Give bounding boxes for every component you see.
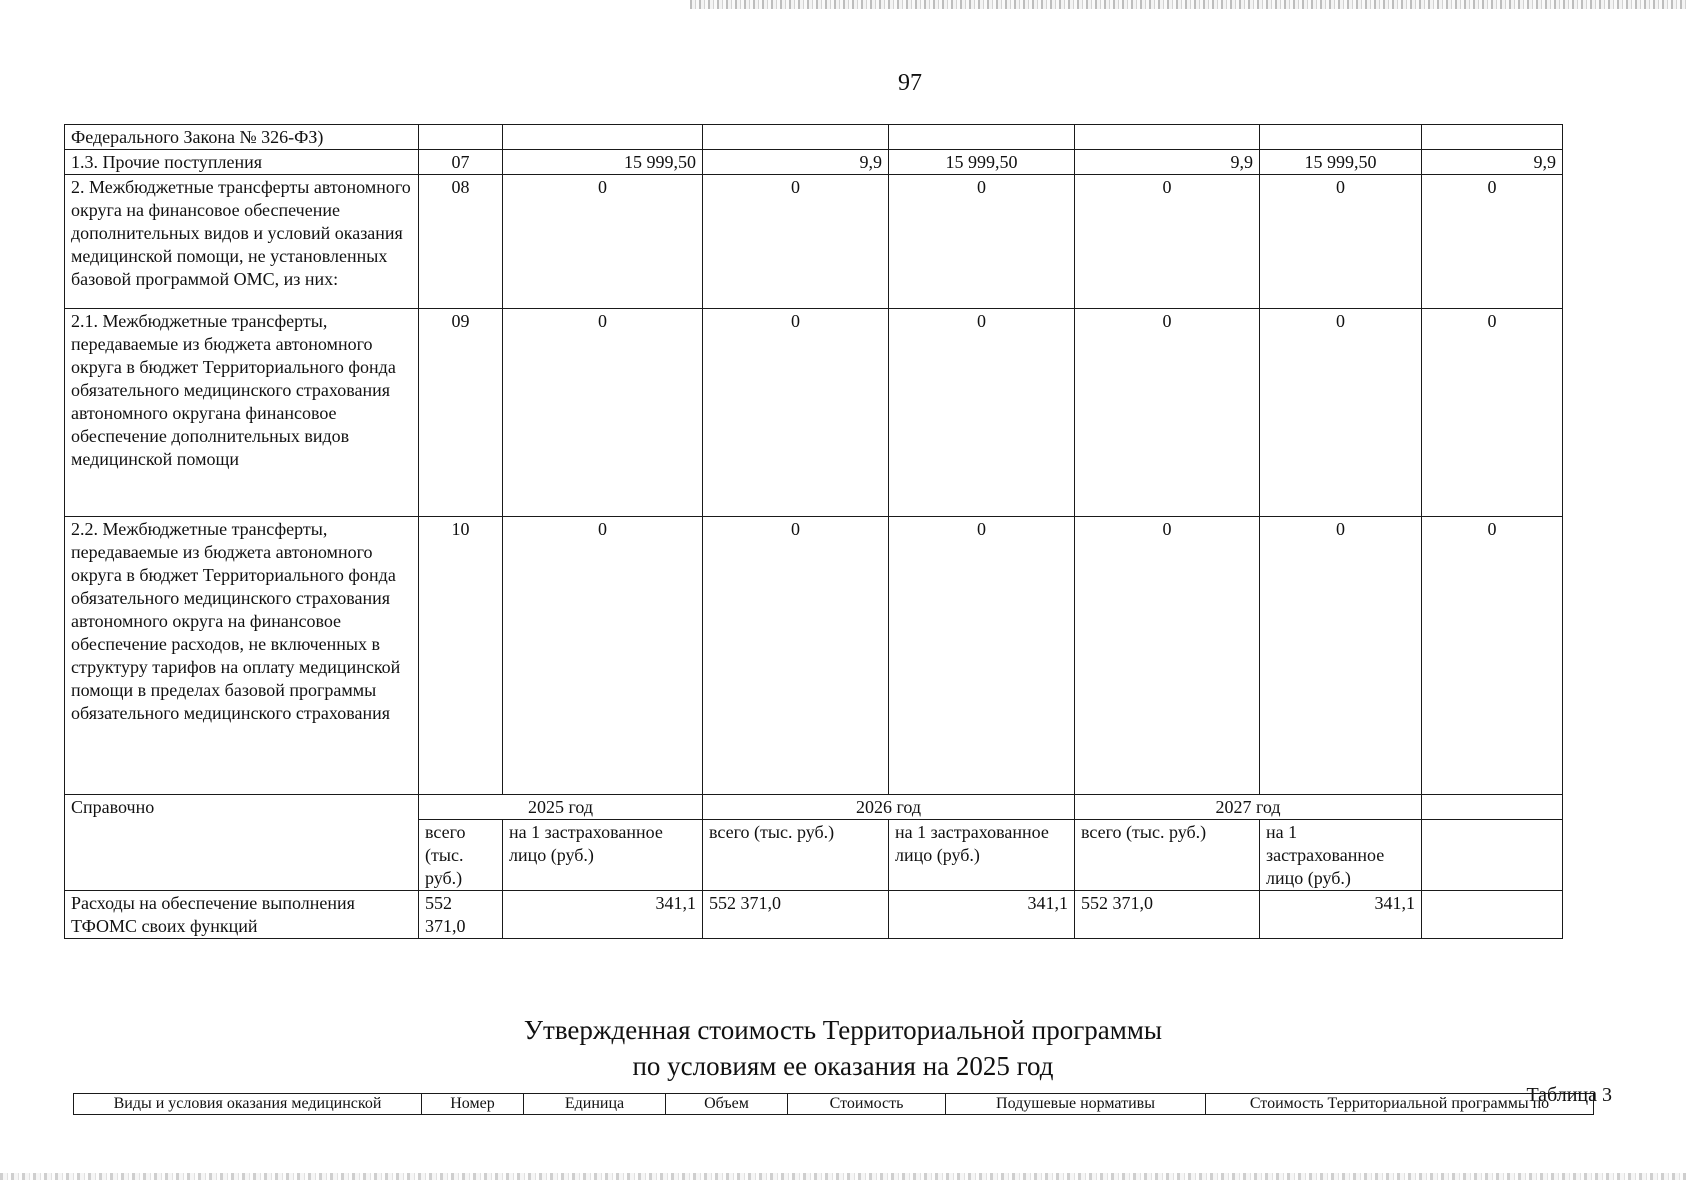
- empty-cell: [1422, 820, 1563, 891]
- row-label: 2.2. Межбюджетные трансферты, передаваемые из бюджета автономного округа в бюджет Территориального фонда обязательного медицинского страхования автономного округа на финансовое обеспечение расходов, не включенных в структуру тарифов на оплату медицинской помощи в пределах базовой программы обязательного медицинского страхования: [65, 517, 419, 795]
- row-label: Расходы на обеспечение выполнения ТФОМС своих функций: [65, 891, 419, 939]
- cell-2025-total: 0: [503, 309, 703, 517]
- year-2025-header: 2025 год: [419, 795, 703, 820]
- funding-table: [64, 124, 1563, 939]
- row-code: 09: [419, 309, 503, 517]
- cell-2026-total: 552 371,0: [703, 891, 889, 939]
- table-3-header-row: [74, 1094, 1594, 1115]
- empty-cell: [1422, 891, 1563, 939]
- cell-2027-total: [1260, 125, 1422, 150]
- col-header-per-capita: Подушевые нормативы: [946, 1094, 1206, 1115]
- cell-2027-total: 0: [1260, 175, 1422, 309]
- row-code: 07: [419, 150, 503, 175]
- col-header-unit: Единица: [524, 1094, 666, 1115]
- col-header-program-cost: Стоимость Территориальной программы по: [1206, 1094, 1594, 1115]
- subheader-2025-per-person: на 1 застрахованное лицо (руб.): [503, 820, 703, 891]
- cell-2026-total: 15 999,50: [889, 150, 1075, 175]
- cell-2026-per-person: 0: [1075, 175, 1260, 309]
- row-code: 10: [419, 517, 503, 795]
- reference-year-row: [65, 795, 1563, 820]
- empty-cell: [1422, 795, 1563, 820]
- cell-2027-per-person: 0: [1422, 309, 1563, 517]
- cell-2026-per-person: [1075, 125, 1260, 150]
- cell-2026-per-person: 0: [1075, 517, 1260, 795]
- cell-2025-total: 0: [503, 175, 703, 309]
- scan-edge-bottom: [0, 1173, 1686, 1180]
- page-number: 97: [898, 70, 922, 96]
- subheader-2026-total: всего (тыс. руб.): [703, 820, 889, 891]
- table-row: [65, 125, 1563, 150]
- cell-2027-per-person: 0: [1422, 517, 1563, 795]
- table-number-label: Таблица 3: [1526, 1084, 1612, 1106]
- cell-2027-per-person: [1422, 125, 1563, 150]
- cell-2027-total: 0: [1260, 309, 1422, 517]
- cell-2025-per-person: 341,1: [503, 891, 703, 939]
- cell-2025-per-person: [703, 125, 889, 150]
- row-label: 2.1. Межбюджетные трансферты, передаваемые из бюджета автономного округа в бюджет Территориального фонда обязательного медицинского страхования автономного округана финансовое обеспечение дополнительных видов медицинской помощи: [65, 309, 419, 517]
- subheader-2027-total: всего (тыс. руб.): [1075, 820, 1260, 891]
- col-header-kind: Виды и условия оказания медицинской: [74, 1094, 422, 1115]
- section-title-line-2: по условиям ее оказания на 2025 год: [632, 1051, 1054, 1081]
- cell-2027-per-person: 341,1: [1260, 891, 1422, 939]
- cell-2025-per-person: 0: [703, 517, 889, 795]
- year-2026-header: 2026 год: [703, 795, 1075, 820]
- cell-2026-total: 0: [889, 175, 1075, 309]
- table-3-header: [73, 1093, 1594, 1115]
- row-label: 2. Межбюджетные трансферты автономного округа на финансовое обеспечение дополнительных видов и условий оказания медицинской помощи, не установленных базовой программой ОМС, из них:: [65, 175, 419, 309]
- cell-2025-total: 552 371,0: [419, 891, 503, 939]
- cell-2026-total: [889, 125, 1075, 150]
- cell-2025-per-person: 0: [703, 309, 889, 517]
- cell-2026-per-person: 9,9: [1075, 150, 1260, 175]
- table-row: [65, 150, 1563, 175]
- year-2027-header: 2027 год: [1075, 795, 1422, 820]
- table-row: [65, 891, 1563, 939]
- row-code: 08: [419, 175, 503, 309]
- table-row: [65, 309, 1563, 517]
- subheader-2027-per-person: на 1 застрахованное лицо (руб.): [1260, 820, 1422, 891]
- cell-2027-per-person: 0: [1422, 175, 1563, 309]
- cell-2026-per-person: 341,1: [889, 891, 1075, 939]
- reference-label: Справочно: [65, 795, 419, 891]
- table-row: [65, 175, 1563, 309]
- row-code: [419, 125, 503, 150]
- cell-2027-total: 552 371,0: [1075, 891, 1260, 939]
- cell-2027-total: 0: [1260, 517, 1422, 795]
- cell-2026-per-person: 0: [1075, 309, 1260, 517]
- col-header-cost: Стоимость: [788, 1094, 946, 1115]
- cell-2026-total: 0: [889, 517, 1075, 795]
- cell-2027-total: 15 999,50: [1260, 150, 1422, 175]
- cell-2026-total: 0: [889, 309, 1075, 517]
- cell-2025-per-person: 0: [703, 175, 889, 309]
- section-title-line-1: Утвержденная стоимость Территориальной программы: [523, 1015, 1163, 1045]
- row-label: Федерального Закона № 326-ФЗ): [65, 125, 419, 150]
- col-header-volume: Объем: [666, 1094, 788, 1115]
- scan-edge-top: [690, 0, 1686, 9]
- cell-2025-total: 15 999,50: [503, 150, 703, 175]
- table-row: [65, 517, 1563, 795]
- subheader-2026-per-person: на 1 застрахованное лицо (руб.): [889, 820, 1075, 891]
- subheader-2025-total: всего (тыс. руб.): [419, 820, 503, 891]
- cell-2025-total: 0: [503, 517, 703, 795]
- cell-2025-total: [503, 125, 703, 150]
- col-header-number: Номер: [422, 1094, 524, 1115]
- row-label: 1.3. Прочие поступления: [65, 150, 419, 175]
- cell-2025-per-person: 9,9: [703, 150, 889, 175]
- cell-2027-per-person: 9,9: [1422, 150, 1563, 175]
